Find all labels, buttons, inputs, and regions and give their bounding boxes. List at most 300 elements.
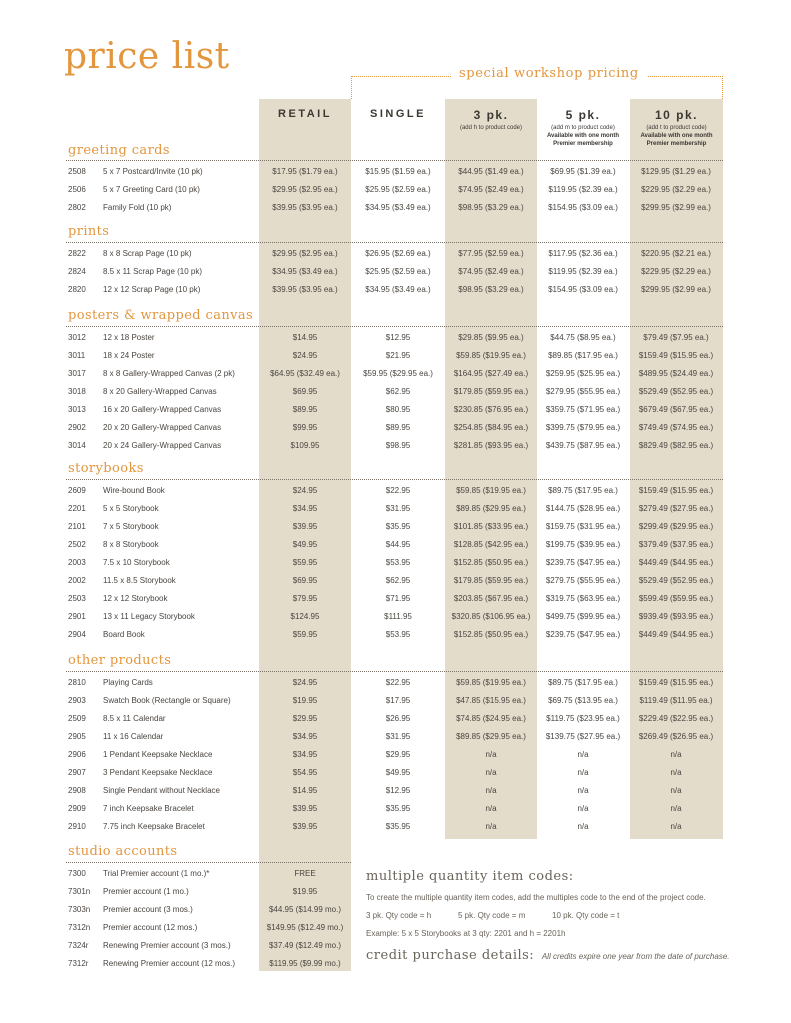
product-code: 7303n [68, 905, 91, 914]
ten-pack-note-3: Premier membership [646, 141, 707, 147]
product-name: 5 x 5 Storybook [103, 504, 159, 513]
five-pack-price: $279.95 ($55.95 ea.) [545, 387, 621, 396]
three-pack-price: $29.85 ($9.95 ea.) [458, 333, 524, 342]
ten-pack-price: $749.49 ($74.95 ea.) [638, 423, 714, 432]
ten-pack-price: $449.49 ($44.95 ea.) [638, 630, 714, 639]
product-name: Board Book [103, 630, 145, 639]
section-title: prints [68, 224, 110, 239]
table-row [0, 347, 791, 365]
single-price: $62.95 [385, 387, 411, 396]
five-pack-note-2: Available with one month [546, 133, 620, 139]
ten-pack-note-2: Available with one month [640, 133, 713, 139]
section-divider [66, 242, 723, 243]
retail-price: $149.95 ($12.49 mo.) [266, 923, 344, 932]
product-name: 12 x 12 Scrap Page (10 pk) [103, 285, 201, 294]
product-name: 20 x 20 Gallery-Wrapped Canvas [103, 423, 222, 432]
three-pack-price: $98.95 ($3.29 ea.) [458, 285, 524, 294]
special-workshop-label: special workshop pricing [451, 66, 647, 81]
five-pack-price: $154.95 ($3.09 ea.) [548, 203, 618, 212]
three-pack-price: $152.85 ($50.95 ea.) [453, 630, 529, 639]
retail-price: $39.95 [292, 822, 318, 831]
ten-pack-price: $159.49 ($15.95 ea.) [638, 678, 714, 687]
product-name: 8 x 8 Gallery-Wrapped Canvas (2 pk) [103, 369, 235, 378]
product-code: 3011 [68, 351, 86, 360]
table-row [0, 263, 791, 281]
single-price: $25.95 ($2.59 ea.) [365, 185, 431, 194]
ten-pack-price: n/a [670, 750, 682, 759]
table-row [0, 383, 791, 401]
section-divider [66, 479, 723, 480]
single-price: $12.95 [385, 786, 411, 795]
three-pack-price: $254.85 ($84.95 ea.) [453, 423, 529, 432]
single-price: $26.95 [385, 714, 411, 723]
three-pack-price: $89.85 ($29.95 ea.) [456, 504, 526, 513]
section-title: posters & wrapped canvas [68, 308, 254, 323]
product-code: 3014 [68, 441, 86, 450]
retail-price: $89.95 [292, 405, 318, 414]
single-header-label: SINGLE [370, 108, 426, 120]
credit-purchase-title [366, 948, 730, 963]
ten-pack-price: $449.49 ($44.95 ea.) [638, 558, 714, 567]
retail-price: $99.95 [292, 423, 318, 432]
table-row [0, 572, 791, 590]
single-price: $35.95 [385, 522, 411, 531]
product-name: 5 x 7 Postcard/Invite (10 pk) [103, 167, 203, 176]
product-code: 2820 [68, 285, 86, 294]
ten-pack-price: $79.49 ($7.95 ea.) [643, 333, 709, 342]
five-pack-price: $359.75 ($71.95 ea.) [545, 405, 621, 414]
retail-price: FREE [294, 869, 316, 878]
ten-pack-price: n/a [670, 822, 682, 831]
retail-price: $69.95 [292, 576, 318, 585]
retail-price: $39.95 ($3.95 ea.) [272, 285, 338, 294]
ten-pack-price: $269.49 ($26.95 ea.) [638, 732, 714, 741]
product-code: 2503 [68, 594, 86, 603]
section-divider [66, 326, 723, 327]
table-row [0, 692, 791, 710]
five-pack-price: $44.75 ($8.95 ea.) [550, 333, 616, 342]
product-code: 2003 [68, 558, 86, 567]
single-price: $44.95 [385, 540, 411, 549]
five-pack-price: $154.95 ($3.09 ea.) [548, 285, 618, 294]
table-row [0, 674, 791, 692]
retail-price: $19.95 [292, 696, 318, 705]
retail-price: $37.49 ($12.49 mo.) [268, 941, 342, 950]
product-code: 2906 [68, 750, 86, 759]
product-name: 8.5 x 11 Scrap Page (10 pk) [103, 267, 203, 276]
table-row [0, 245, 791, 263]
table-row [0, 199, 791, 217]
three-pack-price: $152.85 ($50.95 ea.) [453, 558, 529, 567]
product-code: 3018 [68, 387, 86, 396]
ten-pack-price: n/a [670, 768, 682, 777]
three-pack-price: $74.95 ($2.49 ea.) [458, 185, 524, 194]
five-pack-price: $159.75 ($31.95 ea.) [545, 522, 621, 531]
credit-purchase-heading: credit purchase details: [366, 948, 535, 963]
retail-price: $69.95 [292, 387, 318, 396]
product-name: 3 Pendant Keepsake Necklace [103, 768, 213, 777]
section-divider [66, 862, 351, 863]
five-pack-price: n/a [577, 822, 589, 831]
product-code: 2901 [68, 612, 86, 621]
product-code: 2822 [68, 249, 86, 258]
product-code: 3017 [68, 369, 86, 378]
five-pack-note: (add m to product code) [551, 125, 615, 131]
three-pack-price: n/a [485, 822, 497, 831]
five-pack-note-3: Premier membership [553, 141, 613, 147]
product-code: 7312r [68, 959, 89, 968]
ten-pack-price: n/a [670, 804, 682, 813]
single-price: $22.95 [385, 678, 411, 687]
three-pack-price: $89.85 ($29.95 ea.) [456, 732, 526, 741]
single-price: $80.95 [385, 405, 411, 414]
three-pack-price: $98.95 ($3.29 ea.) [458, 203, 524, 212]
three-pack-label: 3 pk. [473, 108, 509, 122]
retail-price: $39.95 [292, 804, 318, 813]
ten-pack-price: $229.95 ($2.29 ea.) [641, 267, 711, 276]
single-price: $12.95 [385, 333, 411, 342]
table-row [0, 764, 791, 782]
multiple-quantity-title: multiple quantity item codes: [366, 869, 574, 884]
single-price: $71.95 [385, 594, 411, 603]
product-name: Premier account (3 mos.) [103, 905, 193, 914]
product-name: 12 x 18 Poster [103, 333, 155, 342]
retail-price: $49.95 [292, 540, 318, 549]
three-pack-price: n/a [485, 786, 497, 795]
five-pack-price: $279.75 ($55.95 ea.) [545, 576, 621, 585]
ten-pack-price: $599.49 ($59.95 ea.) [638, 594, 714, 603]
single-price: $62.95 [385, 576, 411, 585]
retail-price: $29.95 ($2.95 ea.) [272, 185, 338, 194]
three-pack-price: $230.85 ($76.95 ea.) [453, 405, 529, 414]
product-code: 2910 [68, 822, 86, 831]
section-title: storybooks [68, 461, 144, 476]
credit-purchase-note: All credits expire one year from the date of purchase. [541, 952, 730, 961]
product-code: 2201 [68, 504, 86, 513]
five-pack-price: $144.75 ($28.95 ea.) [545, 504, 621, 513]
five-pack-label: 5 pk. [565, 108, 601, 122]
qty-code-10: 10 pk. Qty code = t [552, 911, 620, 920]
three-pack-price: $44.95 ($1.49 ea.) [458, 167, 524, 176]
ten-pack-price: $529.49 ($52.95 ea.) [638, 387, 714, 396]
three-pack-price: $59.85 ($19.95 ea.) [456, 486, 526, 495]
ten-pack-note: (add t to product code) [646, 125, 707, 131]
five-pack-price: n/a [577, 786, 589, 795]
retail-price: $54.95 [292, 768, 318, 777]
product-name: Renewing Premier account (12 mos.) [103, 959, 236, 968]
ten-pack-header [630, 108, 723, 148]
table-row [0, 800, 791, 818]
retail-price: $14.95 [292, 333, 318, 342]
table-row [0, 518, 791, 536]
ten-pack-price: $299.95 ($2.99 ea.) [641, 203, 711, 212]
product-name: 8 x 8 Storybook [103, 540, 159, 549]
product-name: 8 x 20 Gallery-Wrapped Canvas [103, 387, 217, 396]
retail-price: $17.95 ($1.79 ea.) [272, 167, 338, 176]
product-name: Trial Premier account (1 mo.)* [103, 869, 210, 878]
table-row [0, 818, 791, 836]
single-price: $25.95 ($2.59 ea.) [365, 267, 431, 276]
table-row [0, 500, 791, 518]
single-price: $53.95 [385, 630, 411, 639]
single-price: $15.95 ($1.59 ea.) [365, 167, 431, 176]
table-row [0, 329, 791, 347]
product-code: 2502 [68, 540, 86, 549]
product-name: 8 x 8 Scrap Page (10 pk) [103, 249, 192, 258]
five-pack-price: $259.95 ($25.95 ea.) [545, 369, 621, 378]
product-code: 7312n [68, 923, 91, 932]
five-pack-header [537, 108, 629, 148]
retail-price: $39.95 [292, 522, 318, 531]
three-pack-price: $179.85 ($59.95 ea.) [453, 576, 529, 585]
ten-pack-price: $159.49 ($15.95 ea.) [638, 486, 714, 495]
three-pack-price: $203.85 ($67.95 ea.) [453, 594, 529, 603]
ten-pack-price: $299.95 ($2.99 ea.) [641, 285, 711, 294]
retail-price: $19.95 [292, 887, 318, 896]
product-name: Renewing Premier account (3 mos.) [103, 941, 231, 950]
ten-pack-price: $529.49 ($52.95 ea.) [638, 576, 714, 585]
five-pack-price: $69.95 ($1.39 ea.) [550, 167, 616, 176]
single-price: $49.95 [385, 768, 411, 777]
three-pack-price: $59.85 ($19.95 ea.) [456, 678, 526, 687]
three-pack-price: n/a [485, 804, 497, 813]
table-row [0, 590, 791, 608]
single-price: $111.95 [384, 612, 412, 621]
product-name: Swatch Book (Rectangle or Square) [103, 696, 231, 705]
three-pack-price: $74.95 ($2.49 ea.) [458, 267, 524, 276]
product-code: 2902 [68, 423, 86, 432]
five-pack-price: $119.75 ($23.95 ea.) [546, 714, 620, 723]
product-name: 7.75 inch Keepsake Bracelet [103, 822, 205, 831]
five-pack-price: $199.75 ($39.95 ea.) [545, 540, 621, 549]
product-name: Family Fold (10 pk) [103, 203, 172, 212]
retail-price: $59.95 [292, 630, 318, 639]
retail-header-label: RETAIL [278, 108, 332, 120]
product-code: 2824 [68, 267, 86, 276]
three-pack-price: $47.85 ($15.95 ea.) [456, 696, 526, 705]
product-name: Premier account (12 mos.) [103, 923, 198, 932]
table-row [0, 536, 791, 554]
product-code: 2905 [68, 732, 86, 741]
product-name: 7 x 5 Storybook [103, 522, 159, 531]
ten-pack-price: $129.95 ($1.29 ea.) [641, 167, 711, 176]
five-pack-price: n/a [577, 750, 589, 759]
qty-code-3: 3 pk. Qty code = h [366, 911, 432, 920]
five-pack-price: $499.75 ($99.95 ea.) [545, 612, 621, 621]
table-row [0, 181, 791, 199]
retail-price: $34.95 [292, 750, 318, 759]
product-code: 2002 [68, 576, 86, 585]
product-name: Premier account (1 mo.) [103, 887, 189, 896]
single-header [352, 108, 444, 120]
three-pack-price: n/a [485, 750, 497, 759]
ten-pack-price: $829.49 ($82.95 ea.) [638, 441, 714, 450]
five-pack-price: $89.75 ($17.95 ea.) [548, 678, 618, 687]
retail-price: $34.95 [292, 732, 318, 741]
retail-price: $39.95 ($3.95 ea.) [272, 203, 338, 212]
five-pack-price: $89.75 ($17.95 ea.) [548, 486, 618, 495]
five-pack-price: n/a [577, 804, 589, 813]
product-name: Single Pendant without Necklace [103, 786, 220, 795]
five-pack-price: $89.85 ($17.95 ea.) [548, 351, 618, 360]
three-pack-price: $320.85 ($106.95 ea.) [451, 612, 531, 621]
single-price: $34.95 ($3.49 ea.) [365, 203, 431, 212]
product-code: 7324r [68, 941, 89, 950]
section-title: studio accounts [68, 844, 178, 859]
product-code: 3012 [68, 333, 86, 342]
table-row [0, 728, 791, 746]
product-code: 2509 [68, 714, 86, 723]
product-code: 3013 [68, 405, 86, 414]
product-code: 2907 [68, 768, 86, 777]
table-row [0, 710, 791, 728]
five-pack-price: $119.95 ($2.39 ea.) [548, 185, 618, 194]
three-pack-price: $164.95 ($27.49 ea.) [453, 369, 529, 378]
five-pack-price: $239.75 ($47.95 ea.) [545, 558, 621, 567]
product-name: Wire-bound Book [103, 486, 165, 495]
single-price: $31.95 [385, 504, 411, 513]
five-pack-price: $119.95 ($2.39 ea.) [548, 267, 618, 276]
five-pack-price: n/a [577, 768, 589, 777]
retail-price: $79.95 [292, 594, 318, 603]
table-row [0, 554, 791, 572]
three-pack-price: $281.85 ($93.95 ea.) [453, 441, 529, 450]
table-row [0, 746, 791, 764]
five-pack-price: $139.75 ($27.95 ea.) [545, 732, 621, 741]
single-price: $35.95 [385, 804, 411, 813]
five-pack-price: $439.75 ($87.95 ea.) [545, 441, 621, 450]
retail-price: $59.95 [292, 558, 318, 567]
table-row [0, 401, 791, 419]
retail-price: $124.95 [290, 612, 320, 621]
special-workshop-bracket [351, 64, 723, 98]
product-name: 12 x 12 Storybook [103, 594, 168, 603]
product-name: 13 x 11 Legacy Storybook [103, 612, 195, 621]
product-name: 16 x 20 Gallery-Wrapped Canvas [103, 405, 222, 414]
ten-pack-price: $159.49 ($15.95 ea.) [638, 351, 714, 360]
qty-code-5: 5 pk. Qty code = m [458, 911, 526, 920]
ten-pack-price: $939.49 ($93.95 ea.) [638, 612, 714, 621]
product-code: 2908 [68, 786, 86, 795]
five-pack-price: $69.75 ($13.95 ea.) [548, 696, 618, 705]
ten-pack-price: $679.49 ($67.95 ea.) [638, 405, 714, 414]
three-pack-price: $128.85 ($42.95 ea.) [453, 540, 529, 549]
section-title: greeting cards [68, 143, 170, 158]
retail-price: $29.95 ($2.95 ea.) [272, 249, 338, 258]
table-row [0, 163, 791, 181]
product-code: 2904 [68, 630, 86, 639]
three-pack-price: $59.85 ($19.95 ea.) [456, 351, 526, 360]
ten-pack-price: $299.49 ($29.95 ea.) [638, 522, 714, 531]
retail-price: $14.95 [292, 786, 318, 795]
retail-header [259, 108, 351, 120]
product-name: 7 inch Keepsake Bracelet [103, 804, 194, 813]
ten-pack-price: $229.49 ($22.95 ea.) [638, 714, 714, 723]
product-code: 2101 [68, 522, 86, 531]
product-code: 7301n [68, 887, 91, 896]
retail-price: $24.95 [292, 351, 318, 360]
table-row [0, 608, 791, 626]
single-price: $59.95 ($29.95 ea.) [363, 369, 433, 378]
product-code: 2508 [68, 167, 86, 176]
table-row [0, 626, 791, 644]
table-row [0, 782, 791, 800]
three-pack-note: (add h to product code) [459, 125, 523, 131]
three-pack-header [445, 108, 537, 132]
single-price: $89.95 [385, 423, 411, 432]
retail-price: $44.95 ($14.99 mo.) [268, 905, 342, 914]
retail-price: $119.95 ($9.99 mo.) [269, 959, 341, 968]
retail-price: $64.95 ($32.49 ea.) [270, 369, 340, 378]
product-name: 20 x 24 Gallery-Wrapped Canvas [103, 441, 222, 450]
product-code: 2609 [68, 486, 86, 495]
table-row [0, 365, 791, 383]
table-row [0, 419, 791, 437]
three-pack-price: $74.85 ($24.95 ea.) [456, 714, 526, 723]
product-name: 18 x 24 Poster [103, 351, 155, 360]
ten-pack-price: $279.49 ($27.95 ea.) [638, 504, 714, 513]
single-price: $17.95 [385, 696, 411, 705]
product-name: 8.5 x 11 Calendar [103, 714, 166, 723]
five-pack-price: $117.95 ($2.36 ea.) [548, 249, 618, 258]
page-title: price list [64, 36, 230, 77]
ten-pack-price: $220.95 ($2.21 ea.) [641, 249, 711, 258]
multiple-quantity-instructions: To create the multiple quantity item codes, add the multiples code to the end of the project code. [366, 893, 706, 902]
ten-pack-label: 10 pk. [654, 108, 699, 122]
single-price: $34.95 ($3.49 ea.) [365, 285, 431, 294]
retail-price: $24.95 [292, 486, 318, 495]
section-title: other products [68, 653, 172, 668]
product-name: 7.5 x 10 Storybook [103, 558, 170, 567]
product-name: Playing Cards [103, 678, 153, 687]
product-code: 7300 [68, 869, 86, 878]
ten-pack-price: $489.95 ($24.49 ea.) [638, 369, 714, 378]
retail-price: $109.95 [290, 441, 320, 450]
single-price: $26.95 ($2.69 ea.) [365, 249, 431, 258]
product-name: 11.5 x 8.5 Storybook [103, 576, 176, 585]
table-row [0, 482, 791, 500]
three-pack-price: n/a [485, 768, 497, 777]
product-code: 2810 [68, 678, 86, 687]
product-code: 2506 [68, 185, 86, 194]
product-name: 1 Pendant Keepsake Necklace [103, 750, 213, 759]
table-row [0, 281, 791, 299]
five-pack-price: $399.75 ($79.95 ea.) [545, 423, 621, 432]
single-price: $21.95 [385, 351, 411, 360]
product-code: 2802 [68, 203, 86, 212]
three-pack-price: $101.85 ($33.95 ea.) [453, 522, 529, 531]
product-code: 2903 [68, 696, 86, 705]
single-price: $22.95 [385, 486, 411, 495]
single-price: $98.95 [385, 441, 411, 450]
product-code: 2909 [68, 804, 86, 813]
single-price: $29.95 [385, 750, 411, 759]
product-name: 11 x 16 Calendar [103, 732, 164, 741]
retail-price: $34.95 ($3.49 ea.) [272, 267, 338, 276]
single-price: $35.95 [385, 822, 411, 831]
ten-pack-price: $379.49 ($37.95 ea.) [638, 540, 714, 549]
ten-pack-price: $119.49 ($11.95 ea.) [639, 696, 713, 705]
three-pack-price: $179.85 ($59.95 ea.) [453, 387, 529, 396]
section-divider [66, 160, 723, 161]
three-pack-price: $77.95 ($2.59 ea.) [458, 249, 524, 258]
single-price: $31.95 [385, 732, 411, 741]
five-pack-price: $239.75 ($47.95 ea.) [545, 630, 621, 639]
qty-code-example: Example: 5 x 5 Storybooks at 3 qty: 2201 and h = 2201h [366, 929, 566, 938]
ten-pack-price: n/a [670, 786, 682, 795]
retail-price: $34.95 [292, 504, 318, 513]
section-divider [66, 671, 723, 672]
